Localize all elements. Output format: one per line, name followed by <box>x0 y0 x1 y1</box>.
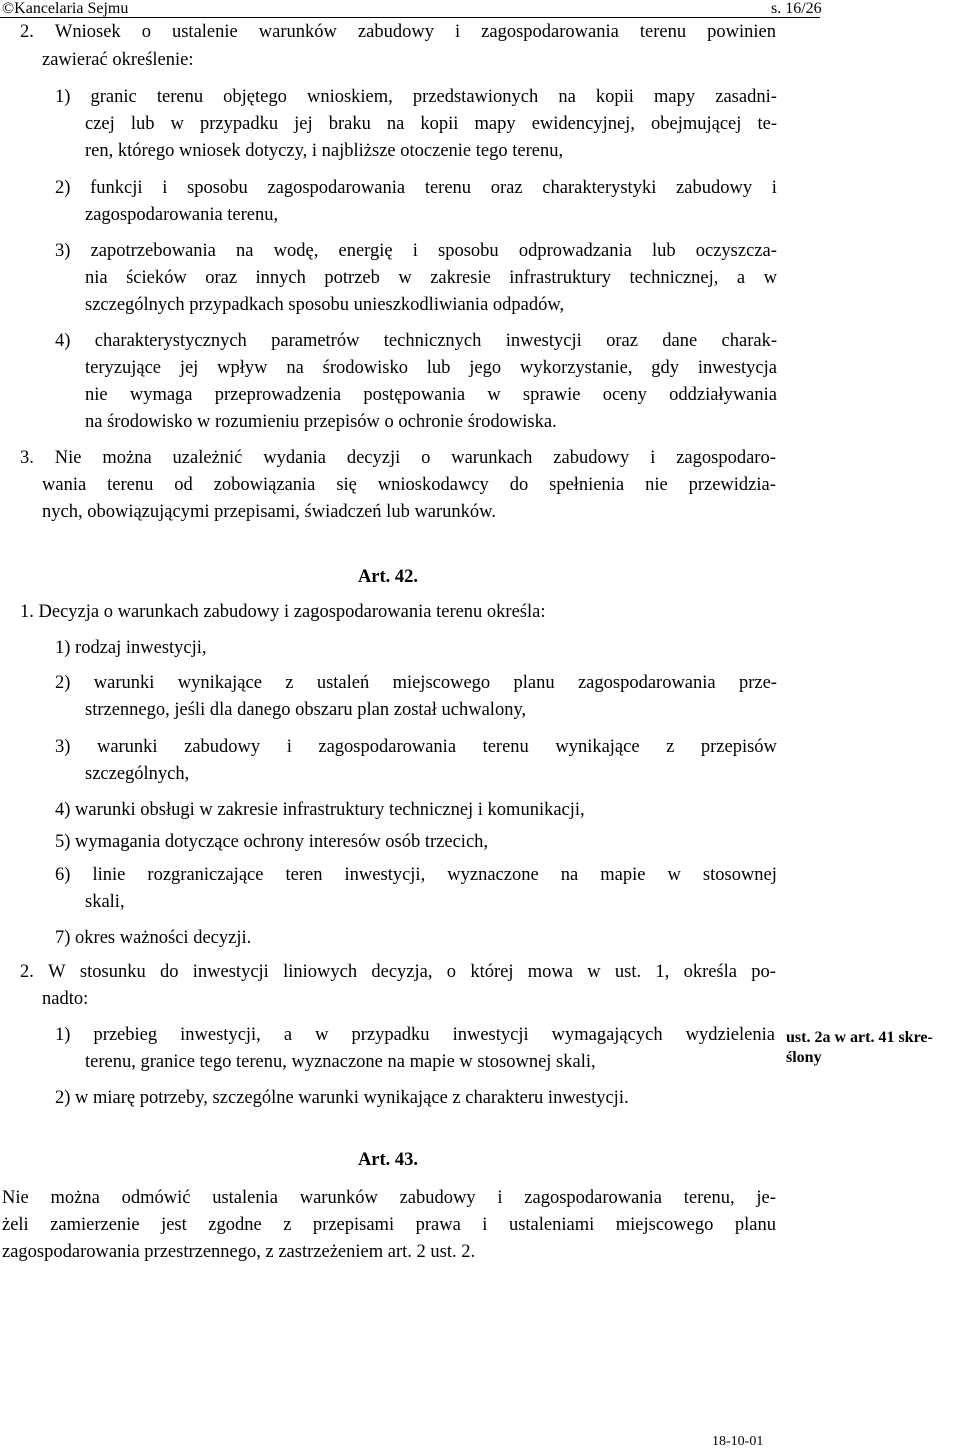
page-header <box>0 0 960 18</box>
text-line: 4) charakterystycznych parametrów technicznych inwestycji oraz dane charak- <box>55 331 777 351</box>
text-line: 7) okres ważności decyzji. <box>55 928 252 948</box>
text-line: 2. W stosunku do inwestycji liniowych decyzja, o której mowa w ust. 1, określa po- <box>20 962 776 982</box>
text-line: 2) w miarę potrzeby, szczególne warunki wynikające z charakteru inwestycji. <box>55 1088 629 1108</box>
article-title: Art. 42. <box>357 567 419 587</box>
article-title: Art. 43. <box>357 1150 419 1170</box>
margin-note-line: ślony <box>786 1049 822 1066</box>
text-line: nia ścieków oraz innych potrzeb w zakresie infrastruktury technicznej, a w <box>85 268 777 288</box>
header-rule <box>0 17 820 18</box>
margin-note-line: ust. 2a w art. 41 skre- <box>786 1029 933 1046</box>
text-line: szczególnych przypadkach sposobu unieszkodliwiania odpadów, <box>85 295 565 315</box>
text-line: wania terenu od zobowiązania się wnioskodawcy do spełnienia nie przewidzia- <box>42 475 776 495</box>
text-line: 6) linie rozgraniczające teren inwestycji, wyznaczone na mapie w stosownej <box>55 865 777 885</box>
text-line: 1) rodzaj inwestycji, <box>55 638 207 658</box>
text-line: teryzujące jej wpływ na środowisko lub jego wykorzystanie, gdy inwestycja <box>85 358 777 378</box>
text-line: terenu, granice tego terenu, wyznaczone na mapie w stosownej skali, <box>85 1052 596 1072</box>
margin-note <box>786 1028 933 1068</box>
text-line: 2. Wniosek o ustalenie warunków zabudowy i zagospodarowania terenu powinien <box>20 22 776 42</box>
text-line: nadto: <box>42 989 89 1009</box>
text-line: 3. Nie można uzależnić wydania decyzji o warunkach zabudowy i zagospodaro- <box>20 448 776 468</box>
text-line: ren, którego wniosek dotyczy, i najbliższe otoczenie tego terenu, <box>85 141 564 161</box>
text-line: 1) przebieg inwestycji, a w przypadku inwestycji wymagających wydzielenia <box>55 1025 775 1045</box>
text-line: Nie można odmówić ustalenia warunków zabudowy i zagospodarowania terenu, je- <box>2 1188 776 1208</box>
text-line: zagospodarowania terenu, <box>85 205 279 225</box>
text-line: 5) wymagania dotyczące ochrony interesów osób trzecich, <box>55 832 489 852</box>
text-line: czej lub w przypadku jej braku na kopii mapy ewidencyjnej, obejmującej te- <box>85 114 777 134</box>
text-line: 3) warunki zabudowy i zagospodarowania terenu wynikające z przepisów <box>55 737 777 757</box>
page-number: s. 16/26 <box>771 0 822 17</box>
text-line: zagospodarowania przestrzennego, z zastrzeżeniem art. 2 ust. 2. <box>2 1242 476 1262</box>
text-line: 3) zapotrzebowania na wodę, energię i sposobu odprowadzania lub oczyszcza- <box>55 241 777 261</box>
text-line: żeli zamierzenie jest zgodne z przepisami prawa i ustaleniami miejscowego planu <box>2 1215 776 1235</box>
text-line: nych, obowiązującymi przepisami, świadczeń lub warunków. <box>42 502 496 522</box>
text-line: 1. Decyzja o warunkach zabudowy i zagospodarowania terenu określa: <box>20 602 546 622</box>
publisher-label: ©Kancelaria Sejmu <box>2 0 129 17</box>
text-line: 2) funkcji i sposobu zagospodarowania terenu oraz charakterystyki zabudowy i <box>55 178 777 198</box>
footer-date: 18-10-01 <box>712 1434 764 1449</box>
text-line: nie wymaga przeprowadzenia postępowania w sprawie oceny oddziaływania <box>85 385 777 405</box>
text-line: 2) warunki wynikające z ustaleń miejscowego planu zagospodarowania prze- <box>55 673 777 693</box>
text-line: szczególnych, <box>85 764 190 784</box>
text-line: 1) granic terenu objętego wnioskiem, przedstawionych na kopii mapy zasadni- <box>55 87 777 107</box>
text-line: skali, <box>85 892 125 912</box>
text-line: strzennego, jeśli dla danego obszaru plan został uchwalony, <box>85 700 527 720</box>
text-line: na środowisko w rozumieniu przepisów o ochronie środowiska. <box>85 412 557 432</box>
text-line: zawierać określenie: <box>42 50 194 70</box>
text-line: 4) warunki obsługi w zakresie infrastruktury technicznej i komunikacji, <box>55 800 585 820</box>
